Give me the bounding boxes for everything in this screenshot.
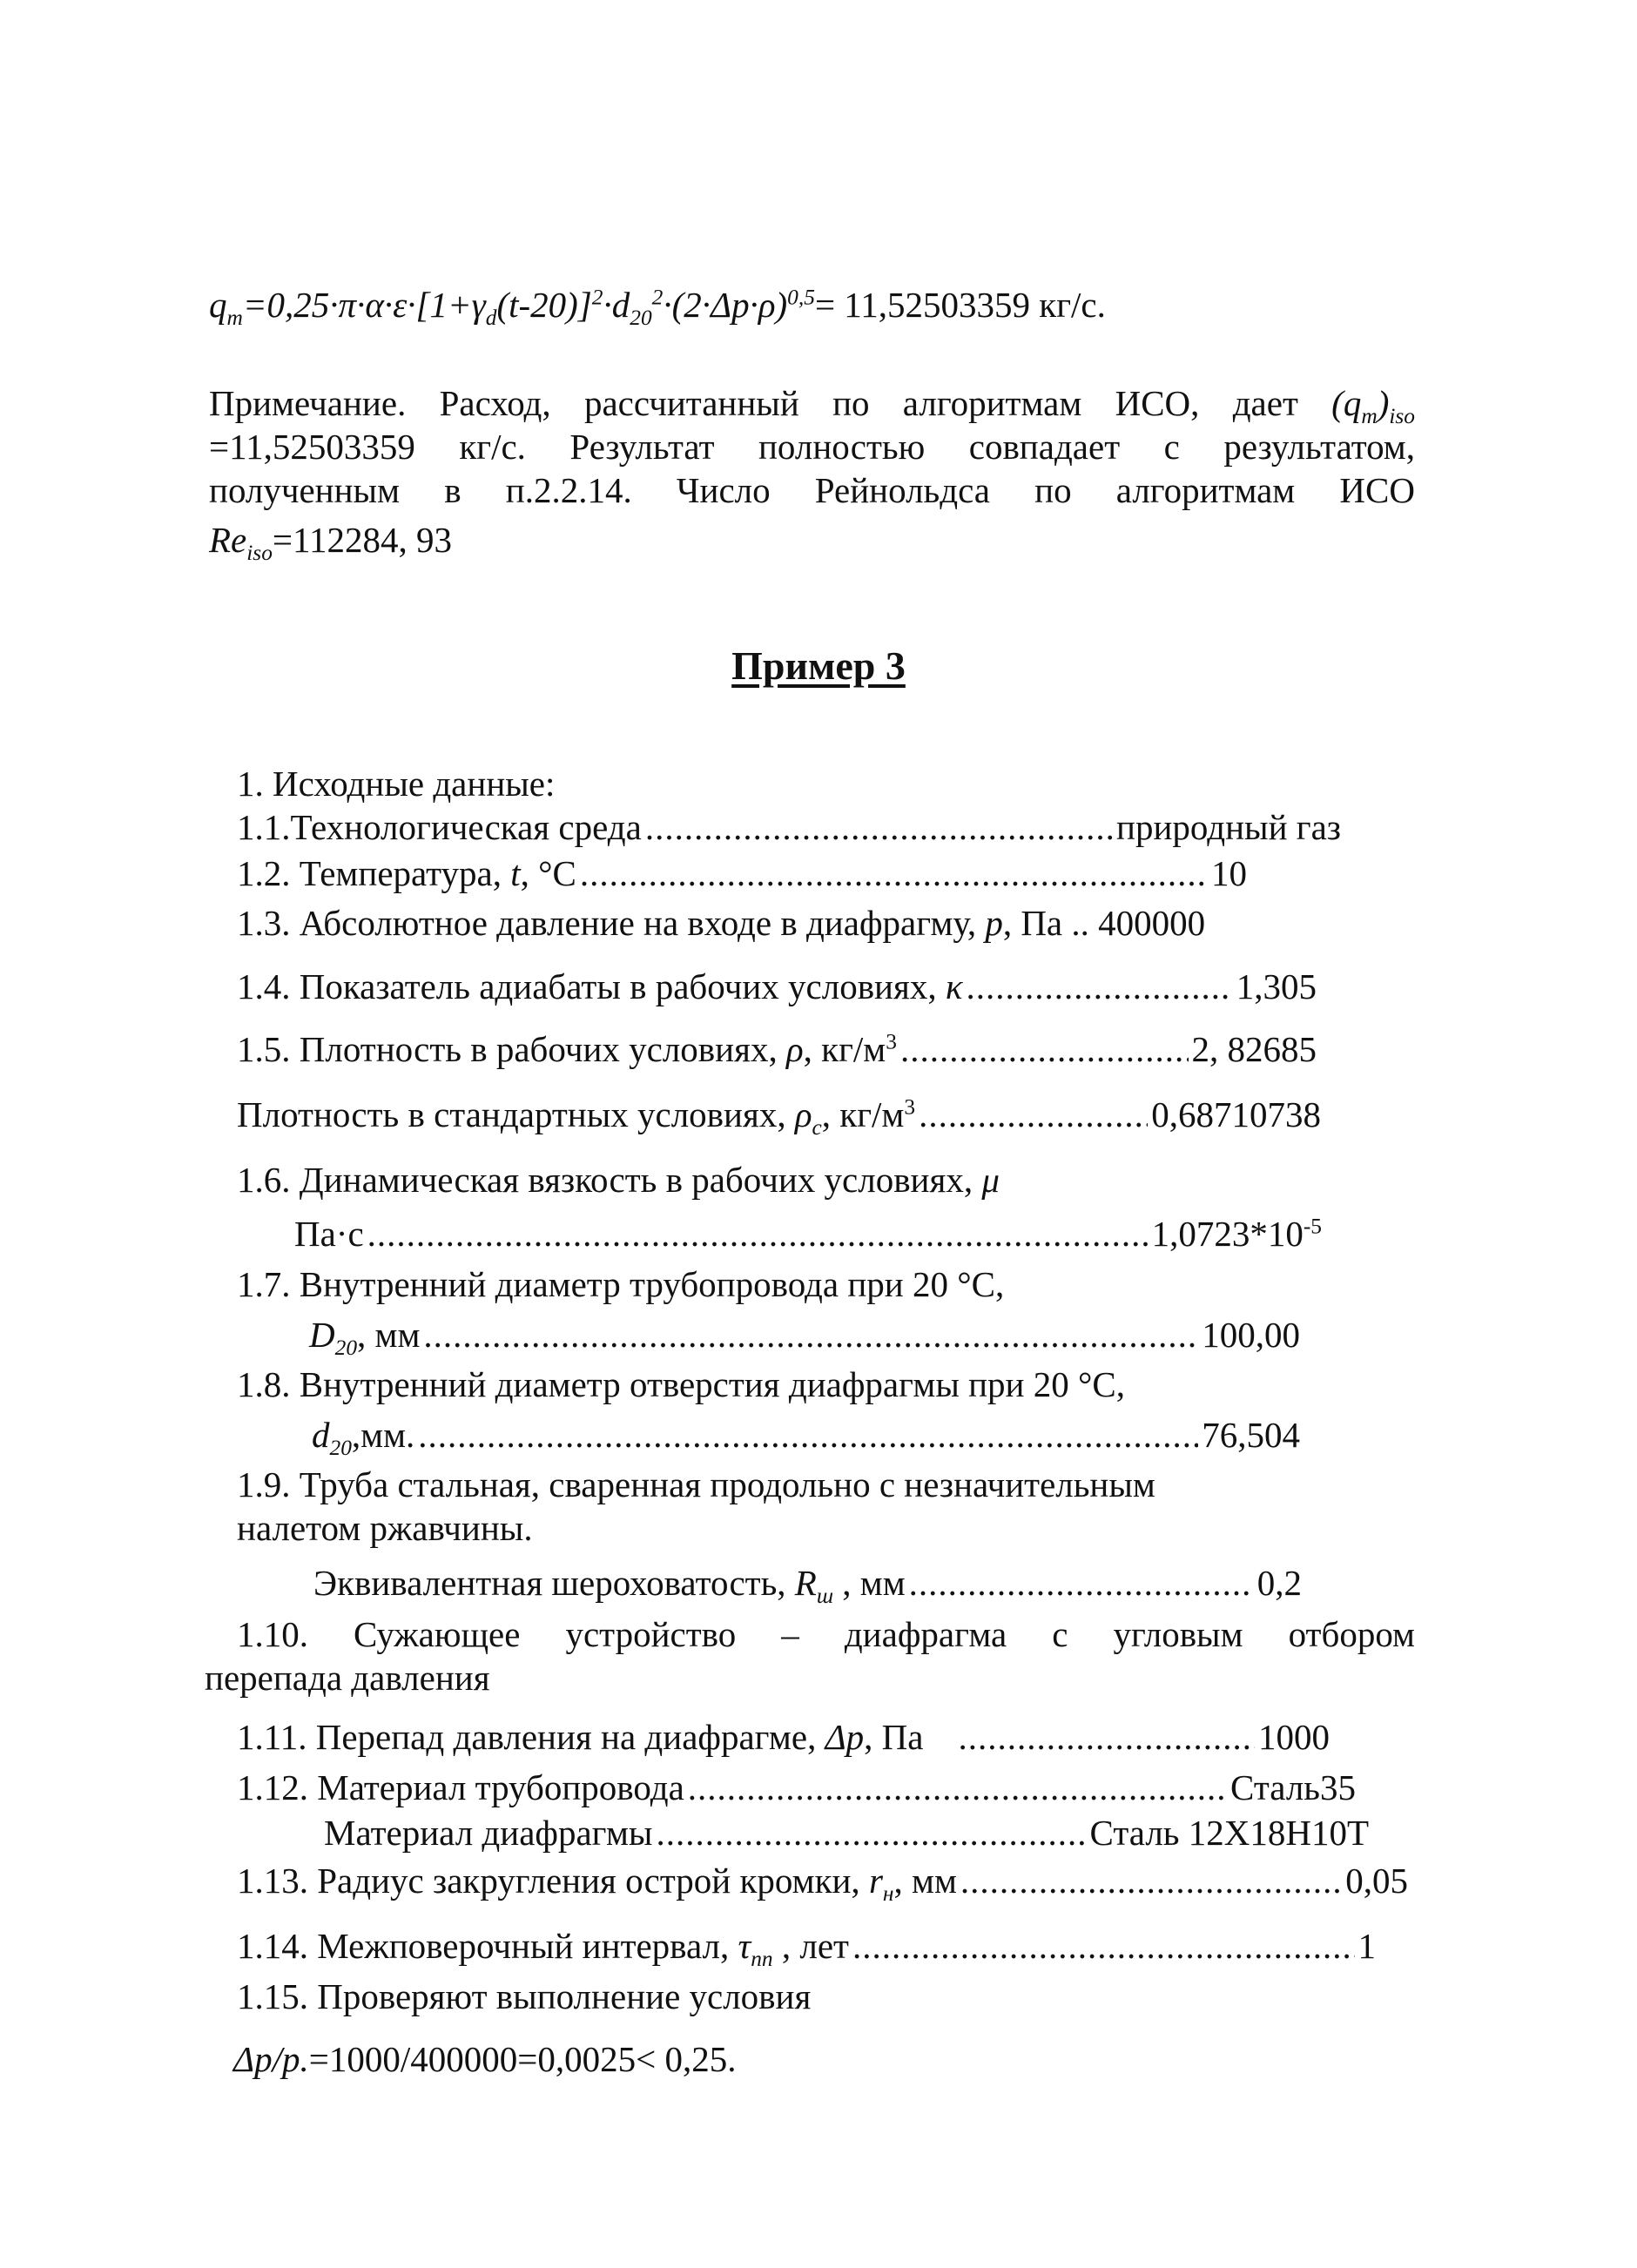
equivalent-roughness: Эквивалентная шероховатость, $R_ш$ , мм ..... 0,2 xyxy=(313,1561,1302,1605)
item-1-15: 1.15. Проверяют выполнение условия xyxy=(237,1976,812,2016)
diaphragm-material: Материал диафрагмы ..... Сталь 12Х18Н10Т xyxy=(324,1811,1369,1854)
formula-result: = 11,52503359 кг/с. xyxy=(814,285,1106,325)
item-1-5: 1.5. Плотность в рабочих условиях, ρ, $кг/м^3$ ..... 2, 82685 xyxy=(237,1027,1317,1071)
item-1-14: 1.14. Межповерочный интервал, $\tau_{пп}$ , лет ..... 1 xyxy=(237,1924,1376,1968)
note-line-3: полученным в п.2.2.14. Число Рейнольдса по алгоритмам ИСО xyxy=(209,470,1415,510)
standard-density: Плотность в стандартных условиях, $\rho_c$, $кг/м^3$ ..... 0,68710738 xyxy=(237,1093,1321,1136)
section-title: Пример 3 xyxy=(731,643,906,688)
note-line-2: =11,52503359 кг/с. Результат полностью совпадает с результатом, xyxy=(209,427,1415,467)
condition-check: Δp/p.=1000/400000=0,0025< 0,25. xyxy=(233,2039,737,2079)
item-1-6-value: Па·с ..... $1,0723*10^{-5}$ xyxy=(294,1212,1322,1255)
item-1-8: 1.8. Внутренний диаметр отверстия диафрагмы при 20 °С, xyxy=(237,1364,1125,1404)
item-1-12: 1.12. Материал трубопровода ..... Сталь35 xyxy=(237,1766,1356,1809)
note-line-4: $Re_{iso}=112284$, 93 xyxy=(209,520,453,566)
item-1-3: 1.3. Абсолютное давление на входе в диафрагму, p, Па .. 400000 xyxy=(237,903,1206,943)
note-line-1: Примечание. Расход, рассчитанный по алгоритмам ИСО, дает $(q_m)_{iso}$ xyxy=(209,383,1415,429)
item-1-2: 1.2. Температура, t, °С ..... 10 xyxy=(237,851,1247,895)
item-1-1: 1.1.Технологическая среда ..... природный газ xyxy=(237,805,1341,849)
item-1-8-value: $d_{20},мм$. ..... 76,504 xyxy=(312,1413,1300,1457)
item-1-9-line-1: 1.9. Труба стальная, сваренная продольно с незначительным xyxy=(237,1464,1155,1504)
item-1-6: 1.6. Динамическая вязкость в рабочих условиях, μ xyxy=(237,1160,1000,1200)
item-1-11: 1.11. Перепад давления на диафрагме, Δp, Па ..... 1000 xyxy=(237,1715,1330,1759)
item-1-9-line-2: налетом ржавчины. xyxy=(237,1508,533,1548)
item-1-7: 1.7. Внутренний диаметр трубопровода при 20 °С, xyxy=(237,1264,1005,1304)
item-1-7-value: $D_{20}$, мм ..... 100,00 xyxy=(309,1313,1300,1356)
formula-top: $q_m=0,25\cdot\pi\cdot\alpha\cdot\varepsilon\cdot[1+\gamma_d(t-20)]^2\cdot d_{20}^2\cdot(2\cdot\Delta p\cdot\rho)^{0,5}= 11,52503359$ кг/с. xyxy=(209,285,1106,331)
item-1: 1. Исходные данные: xyxy=(237,764,556,804)
item-1-13: 1.13. Радиус закругления острой кромки, $r_н$, мм ..... 0,05 xyxy=(237,1859,1408,1902)
item-1-10-line-1: 1.10. Сужающее устройство – диафрагма с угловым отбором xyxy=(237,1614,1415,1654)
formula-lhs: q xyxy=(209,285,227,325)
item-1-4: 1.4. Показатель адиабаты в рабочих условиях, κ ..... 1,305 xyxy=(237,965,1317,1008)
item-1-10-line-2: перепада давления xyxy=(205,1658,490,1698)
